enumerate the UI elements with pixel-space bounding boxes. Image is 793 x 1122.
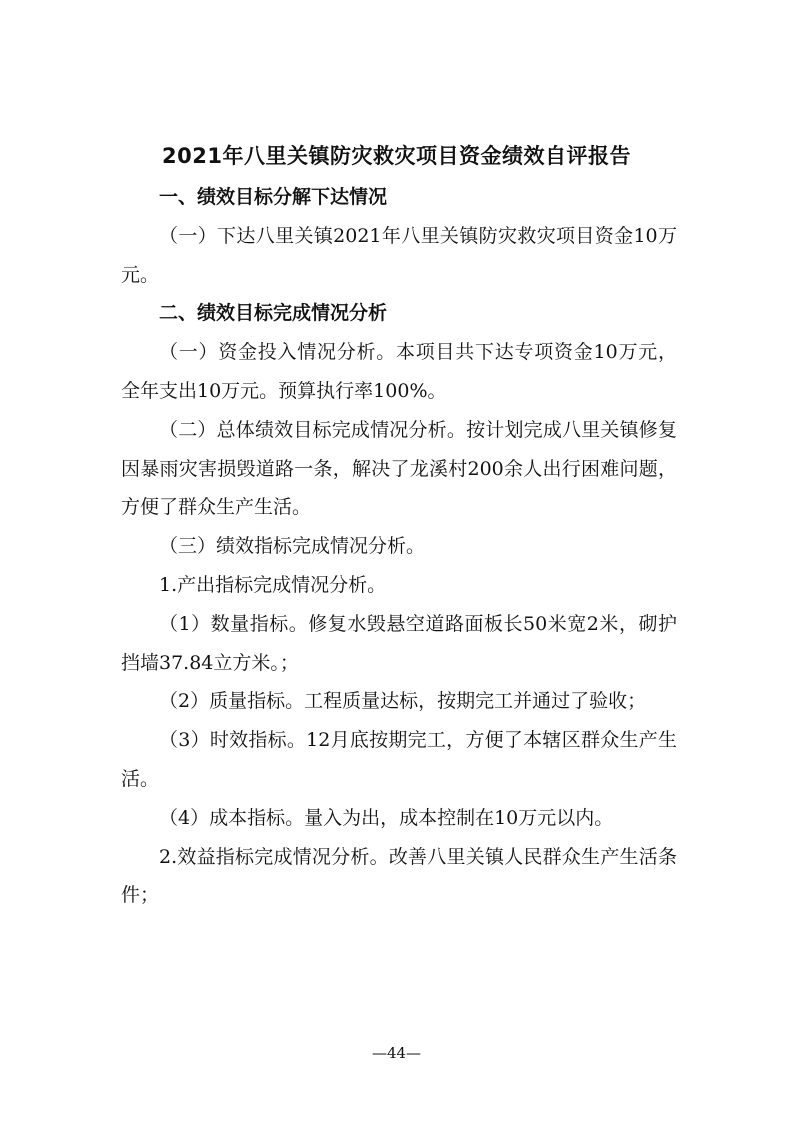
document-title: 2021年八里关镇防灾救灾项目资金绩效自评报告 xyxy=(162,144,631,168)
paragraph: 2.效益指标完成情况分析。改善八里关镇人民群众生产生活条件； xyxy=(121,845,677,907)
document-body xyxy=(121,178,677,915)
paragraph: （三）绩效指标完成情况分析。 xyxy=(159,535,426,558)
paragraph: （4）成本指标。量入为出，成本控制在10万元以内。 xyxy=(159,806,614,829)
paragraph: （3）时效指标。12月底按期完工，方便了本辖区群众生产生活。 xyxy=(121,729,677,790)
paragraph: （2）质量指标。工程质量达标，按期完工并通过了验收； xyxy=(159,690,647,713)
page-number: —44— xyxy=(371,1044,422,1062)
paragraph: （二）总体绩效目标完成情况分析。按计划完成八里关镇修复因暴雨灾害损毁道路一条，解决了龙溪村200余人出行困难问题，方便了群众生产生活。 xyxy=(121,418,677,519)
paragraph: （一）资金投入情况分析。本项目共下达专项资金10万元，全年支出10万元。预算执行率100%。 xyxy=(121,341,677,402)
section-heading-1: 一、绩效目标分解下达情况 xyxy=(159,186,388,208)
paragraph: （1）数量指标。修复水毁悬空道路面板长50米宽2米，砌护挡墙37.84立方米。； xyxy=(121,612,677,674)
paragraph: （一）下达八里关镇2021年八里关镇防灾救灾项目资金10万元。 xyxy=(121,224,677,286)
section-heading-2: 二、绩效目标完成情况分析 xyxy=(159,302,388,325)
paragraph: 1.产出指标完成情况分析。 xyxy=(159,573,387,596)
